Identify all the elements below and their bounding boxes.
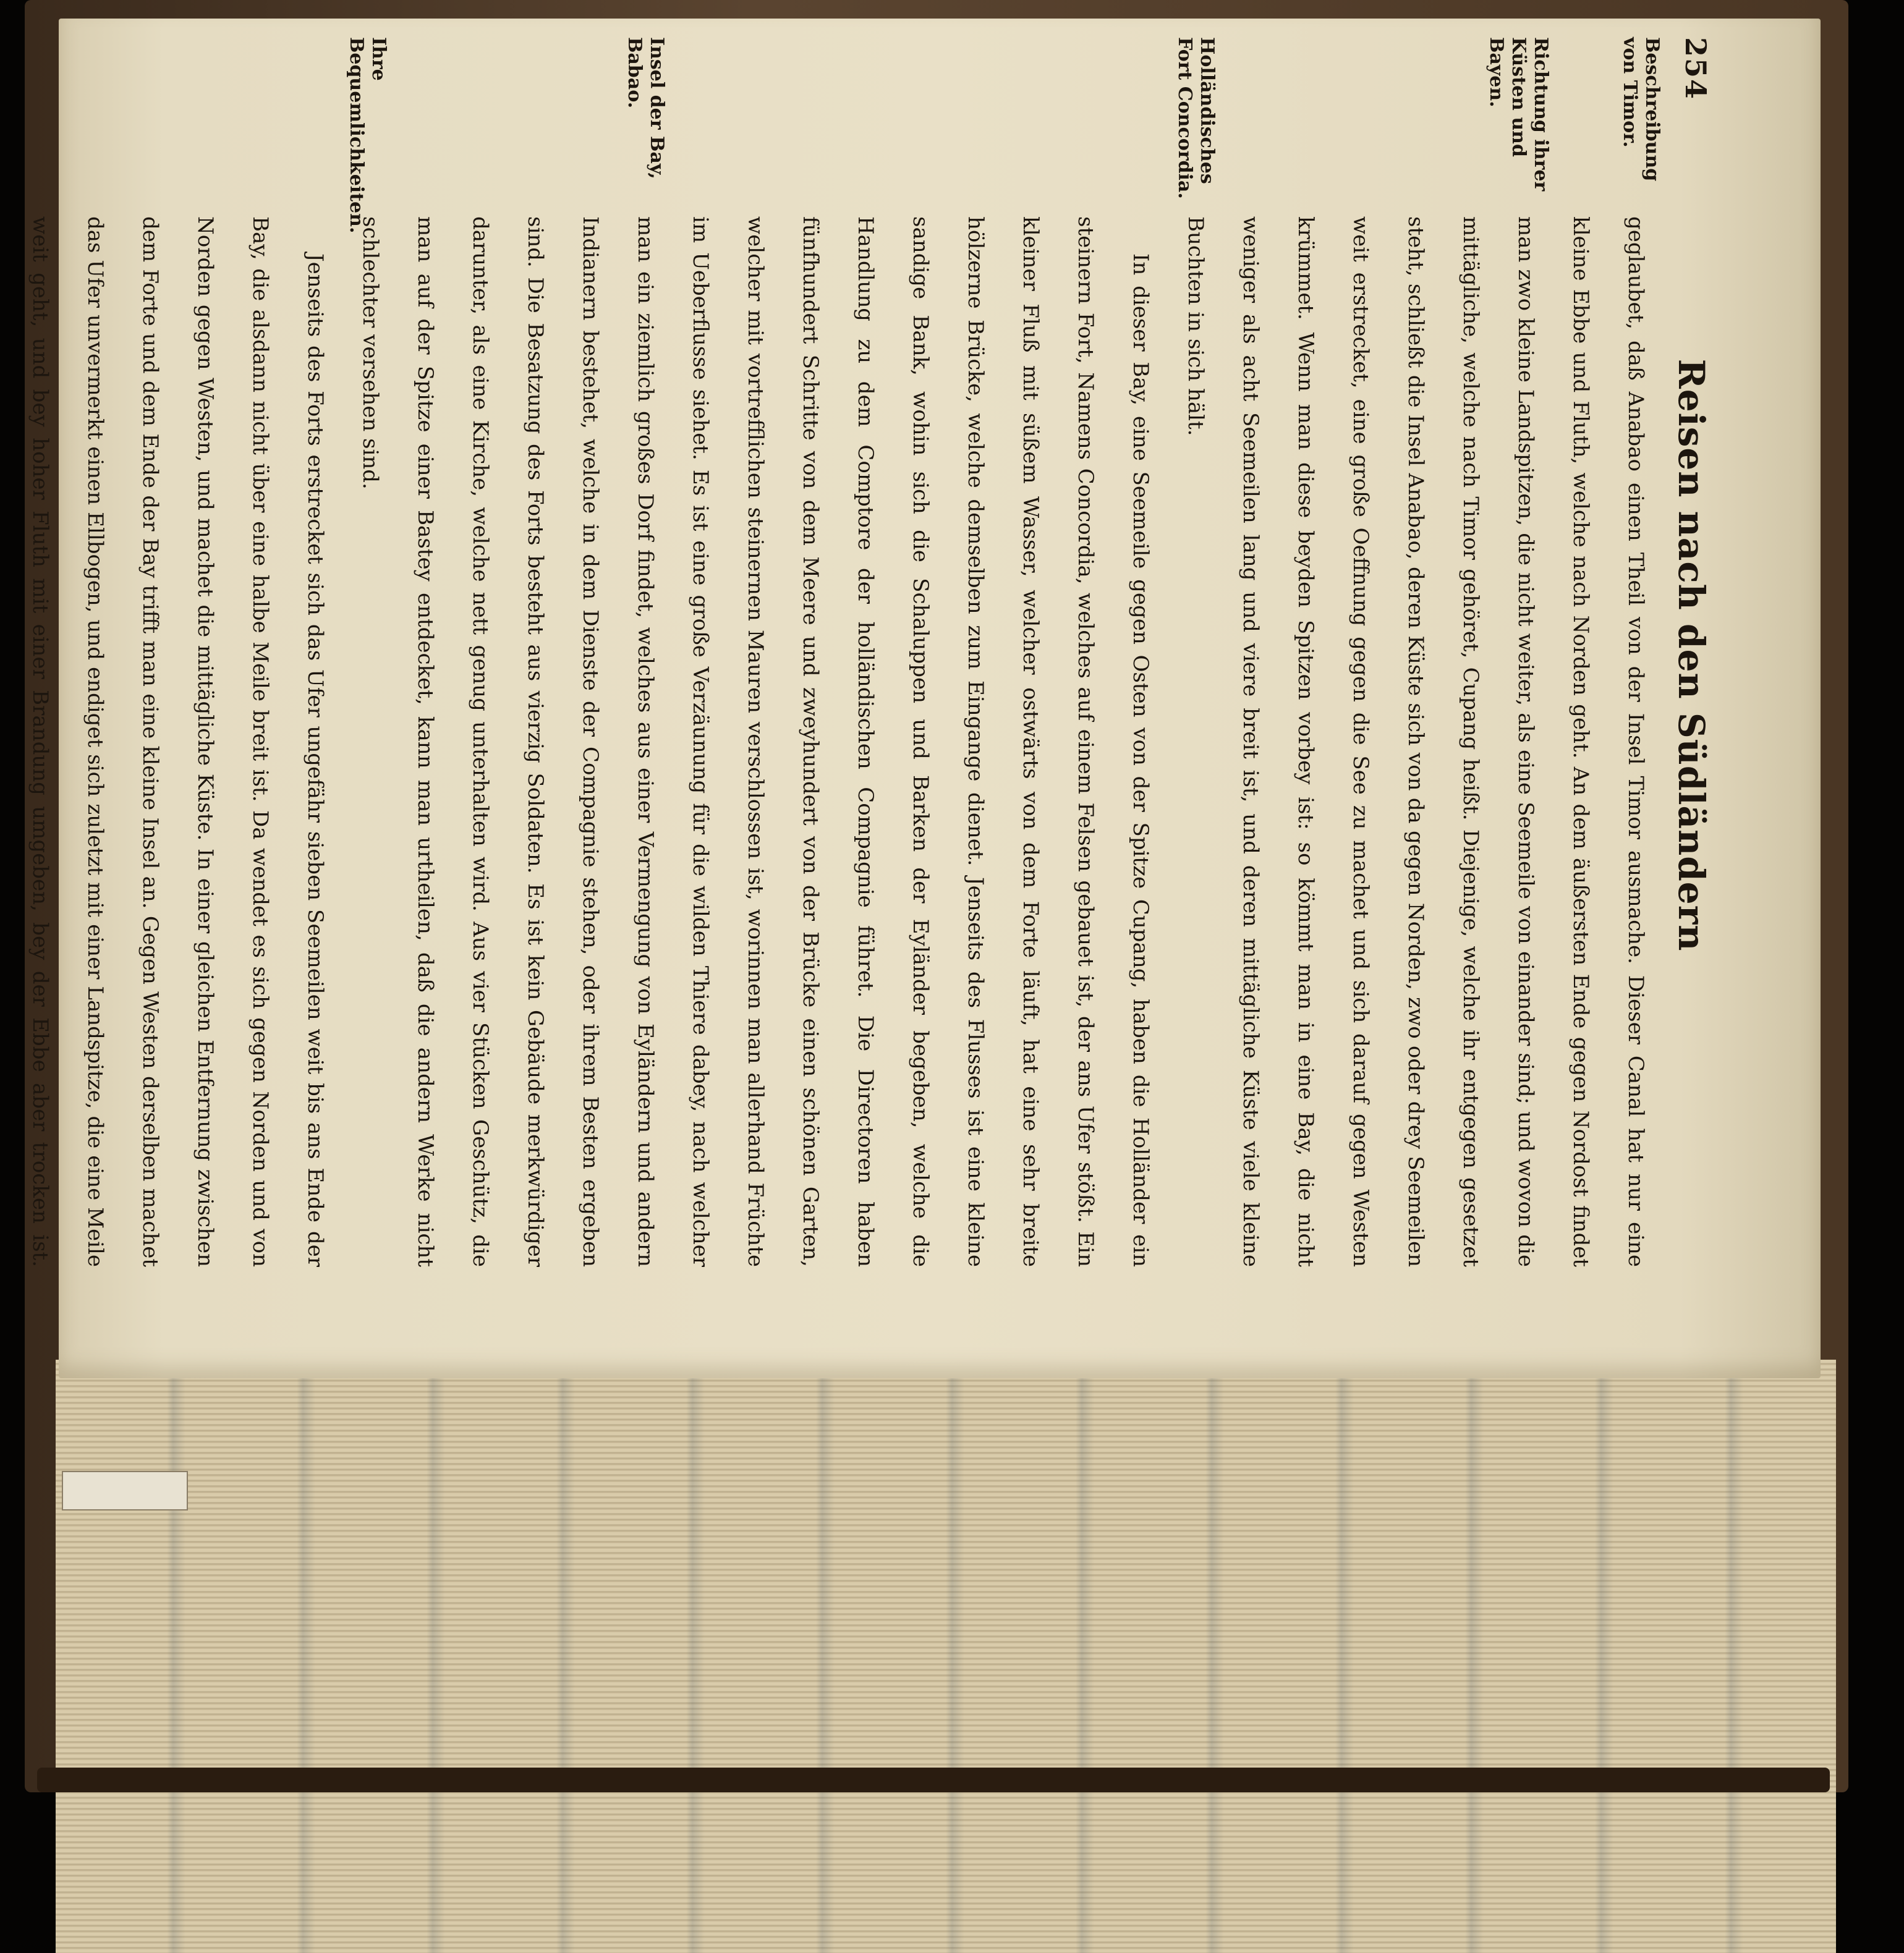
page-number: 254 bbox=[1679, 37, 1712, 101]
paragraph: In dieser Bay, eine Seemeile gegen Osten von der Spitze Cupang, haben die Holländer ein steinern Fort, Namens Concordia, welches auf einem Felsen gebauet ist, der ans Ufer stößt. Ein kleiner Fluß mit süßem Wasser, welcher ostwärts von dem Forte läuft, hat eine sehr breite hölzerne Brücke, welche demselben zum Eingange dienet. Jenseits des Flusses ist eine kleine sandige Bank, wohin sich die Schaluppen und Barken der Eyländer begeben, welche die Handlung zu dem Comptore der holländischen Compagnie führet. Die Directoren haben fünfhundert Schritte von dem Meere und zweyhundert von der Brücke einen schönen Garten, welcher mit vortrefflichen steinernen Mauren verschlossen ist, worinnen man allerhand Früchte im Ueberflusse siehet. Es ist eine große Verzäunung für die wilden Thiere dabey, nach welcher man ein ziemlich großes Dorf findet, welches aus einer Vermengung von Eyländern und andern Indianern bestehet, welche in dem Dienste der Compagnie stehen, oder ihrem Besten ergeben sind. Die Besatzung des Forts besteht aus vierzig Soldaten. Es ist kein Gebäude merkwürdiger darunter, als eine Kirche, welche nett genug unterhalten wird. Aus vier Stücken Geschütz, die man auf der Spitze einer Bastey entdecket, kann man urtheilen, daß die andern Werke nicht schlechter versehen sind. bbox=[358, 216, 1153, 1267]
running-title: Reisen nach den Südländern bbox=[1670, 358, 1712, 952]
rotated-page-content bbox=[28, 37, 1712, 1273]
margin-notes bbox=[241, 37, 1663, 234]
margin-note: Richtung ihrer Küsten und Bayen. bbox=[1485, 37, 1552, 192]
library-tag bbox=[62, 1471, 188, 1510]
margin-note: Insel der Bay, Babao. bbox=[624, 37, 668, 179]
margin-note: Beschreibung von Timor. bbox=[1619, 37, 1663, 182]
paragraph: geglaubet, daß Anabao einen Theil von der Insel Timor ausmache. Dieser Canal hat nur eine kleine Ebbe und Fluth, welche nach Norden geht. An dem äußersten Ende gegen Nordost findet man zwo kleine Landspitzen, die nicht weiter, als eine Seemeile von einander sind; und wovon die mittägliche, welche nach Timor gehöret, Cupang heißt. Diejenige, welche ihr entgegen gesetzet steht, schließt die Insel Anabao, deren Küste sich von da gegen Norden, zwo oder drey Seemeilen weit erstrecket, eine große Oeffnung gegen die See zu machet und sich darauf gegen Westen krümmet. Wenn man diese beyden Spitzen vorbey ist: so kömmt man in eine Bay, die nicht weniger als acht Seemeilen lang und viere breit ist, und deren mittägliche Küste viele kleine Buchten in sich hält. bbox=[1183, 216, 1648, 1267]
page-edges bbox=[56, 1360, 1836, 1953]
margin-note: Ihre Bequemlichkeiten. bbox=[346, 37, 389, 234]
binding-shadow bbox=[37, 1768, 1830, 1792]
margin-note: Holländisches Fort Concordia. bbox=[1174, 37, 1218, 199]
paragraph: Jenseits des Forts erstrecket sich das Ufer ungefähr sieben Seemeilen weit bis ans Ende der Bay, die alsdann nicht über eine halbe Meile breit ist. Da wendet es sich gegen Norden und von Norden gegen Westen, und machet die mittägliche Küste. In einer gleichen Entfernung zwischen dem Forte und dem Ende der Bay trifft man eine kleine Insel an. Gegen Westen derselben machet das Ufer unvermerkt einen Ellbogen, und endiget sich zuletzt mit einer Landspitze, die eine Meile weit geht, und bey hoher Fluth mit einer Brandung umgeben, bey der Ebbe aber trocken ist. bbox=[28, 216, 328, 1267]
body-text bbox=[0, 216, 1663, 1267]
